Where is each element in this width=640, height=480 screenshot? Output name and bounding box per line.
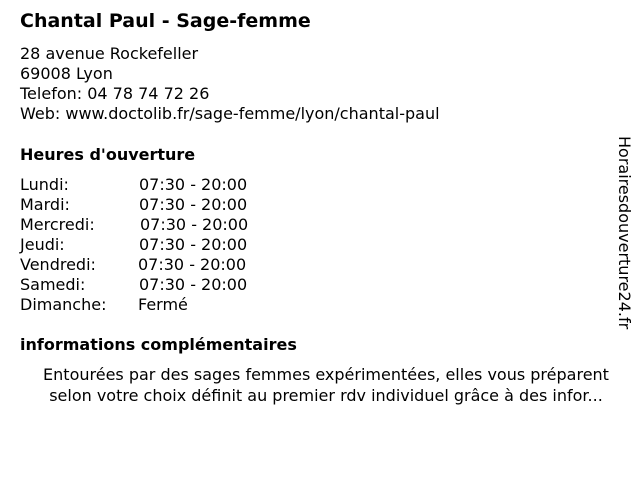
hours-row-wednesday xyxy=(20,215,280,235)
website-line: Web: www.doctolib.fr/sage-femme/lyon/chantal-paul xyxy=(20,104,440,123)
hours-day-label: Vendredi: xyxy=(20,255,96,274)
hours-row-tuesday xyxy=(20,195,280,215)
hours-time-value: 07:30 - 20:00 xyxy=(139,175,248,194)
hours-time-value: 07:30 - 20:00 xyxy=(139,275,248,294)
business-title: Chantal Paul - Sage-femme xyxy=(20,10,311,32)
hours-day-label: Mardi: xyxy=(20,195,70,214)
hours-time-value: Fermé xyxy=(138,295,188,314)
hours-day-label: Lundi: xyxy=(20,175,69,194)
address-city: 69008 Lyon xyxy=(20,64,113,83)
hours-day-label: Jeudi: xyxy=(20,235,65,254)
hours-row-sunday xyxy=(20,295,280,315)
hours-time-value: 07:30 - 20:00 xyxy=(139,235,248,254)
info-text-line: Entourées par des sages femmes expérimentées, elles vous préparent xyxy=(43,365,609,384)
hours-time-value: 07:30 - 20:00 xyxy=(140,215,249,234)
opening-hours-heading: Heures d'ouverture xyxy=(20,145,196,164)
additional-info-heading: informations complémentaires xyxy=(20,335,297,354)
hours-row-saturday xyxy=(20,275,280,295)
info-text-line: selon votre choix définit au premier rdv individuel grâce à des infor... xyxy=(49,386,603,405)
additional-info-text xyxy=(18,364,634,406)
hours-row-thursday xyxy=(20,235,280,255)
hours-day-label: Dimanche: xyxy=(20,295,107,314)
hours-time-value: 07:30 - 20:00 xyxy=(138,255,247,274)
hours-row-monday xyxy=(20,175,280,195)
hours-day-label: Samedi: xyxy=(20,275,86,294)
address-street: 28 avenue Rockefeller xyxy=(20,44,199,63)
hours-time-value: 07:30 - 20:00 xyxy=(139,195,248,214)
hours-day-label: Mercredi: xyxy=(20,215,95,234)
site-watermark: Horairesdouverture24.fr xyxy=(615,136,634,330)
hours-row-friday xyxy=(20,255,280,275)
phone-number: Telefon: 04 78 74 72 26 xyxy=(20,84,210,103)
